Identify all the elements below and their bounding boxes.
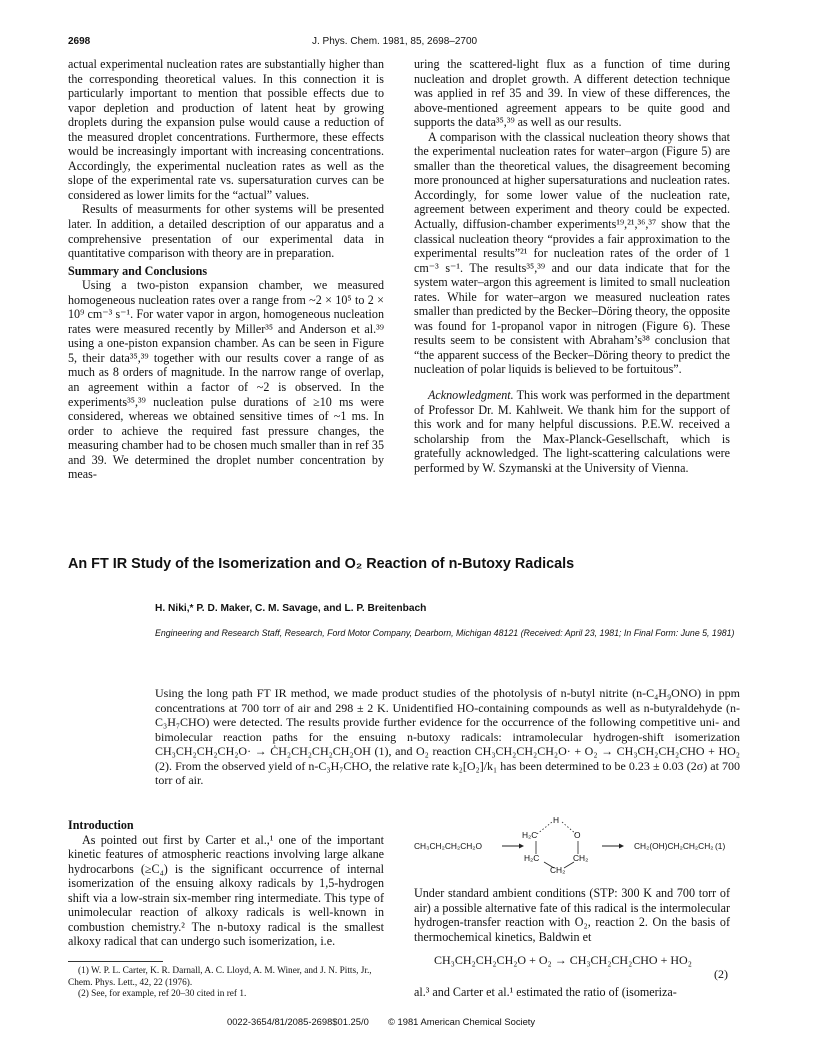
- arrow-head: [619, 844, 624, 849]
- scheme-product: CH₂(OH)CH₂CH₂CH₂: [634, 841, 714, 851]
- paragraph: Using a two-piston expansion chamber, we measured homogeneous nucleation rates over a range from ~2 × 10⁵ to 2 × 10⁹ cm⁻³ s⁻¹. For water vapor in argon, homogeneous nucleation rates were measured recently by Miller³⁵ and Anderson et al.³⁹ using a one-piston expansion chamber. As can be seen in Figure 5, their data³⁵,³⁹ together with our results cover a range of as much as 8 orders of magnitude. In the narrow range of overlap, an agreement within a factor of ~2 is observed. In the experiments³⁵,³⁹ nucleation pulse durations of ≥10 ms were considered, whereas we obtained sensitive times of ~1 ms. In order to achieve the required fast pressure changes, the measuring chamber had to be chosen much smaller than in ref 35 and 39. We determined the droplet number concentration by meas-: [68, 278, 384, 482]
- article-authors: H. Niki,* P. D. Maker, C. M. Savage, and L. P. Breitenbach: [155, 603, 427, 614]
- page-number: 2698: [68, 36, 91, 47]
- section-heading: Introduction: [68, 818, 134, 832]
- paragraph: Results of measurments for other systems will be presented later. In addition, a detailed description of our apparatus and a comprehensive presentation of our experimental data in quantitative comparison with theory are in preparation.: [68, 202, 384, 261]
- scheme-reaction-number: (1): [715, 841, 726, 851]
- scheme-ring-ch2-right: CH₂: [573, 853, 589, 863]
- introduction-column: [68, 818, 384, 949]
- scheme-reactant: CH₃CH₂CH₂CH₂O: [414, 841, 483, 851]
- scheme-ring-h2c-top: H₂C: [522, 830, 538, 840]
- footnote: (1) W. P. L. Carter, K. R. Darnall, A. C. Lloyd, A. M. Winer, and J. N. Pitts, Jr., Chem. Phys. Lett., 42, 22 (1976).: [68, 966, 372, 988]
- scheme-ring-h: H: [553, 815, 560, 825]
- left-column: [68, 57, 384, 482]
- introduction-right-column: [414, 886, 730, 944]
- footer-code: 0022-3654/81/2085-2698$01.25/0: [227, 1016, 369, 1027]
- scheme-ring-h2c-mid: H₂C: [524, 853, 540, 863]
- scheme-ring-o: O: [574, 830, 581, 840]
- article-affiliation: Engineering and Research Staff, Research, Ford Motor Company, Dearborn, Michigan 48121 (Received: April 23, 1981; In Final Form: June 5, 1981): [155, 628, 735, 638]
- article-abstract: Using the long path FT IR method, we made product studies of the photolysis of n-butyl nitrite (n-C₄H₉ONO) in ppm concentrations at 700 torr of air and 298 ± 2 K. Unidentified HO-containing compounds as well as n-butyraldehyde (n-C₃H₇CHO) were detected. The results provide further evidence for the occurrence of the following competitive uni- and bimolecular reaction paths for the ensuing n-butoxy radicals: intramolecular hydrogen-shift isomerization CH₃CH₂CH₂CH₂O· → ĊH₂CH₂CH₂CH₂OH (1), and O₂ reaction CH₃CH₂CH₂CH₂O· + O₂ → CH₃CH₂CH₂CHO + HO₂ (2). From the observed yield of n-C₃H₇CHO, the relative rate k₂[O₂]/k₁ has been determined to be 0.23 ± 0.03 (2σ) at 700 torr of air.: [155, 686, 740, 787]
- page-footer: [227, 1016, 535, 1027]
- ring-bond: [537, 822, 552, 834]
- article-title: An FT IR Study of the Isomerization and O₂ Reaction of n-Butoxy Radicals: [68, 556, 575, 572]
- footnotes: [68, 966, 384, 1001]
- footnote-rule: [68, 961, 163, 962]
- section-heading: Summary and Conclusions: [68, 263, 208, 278]
- running-header: J. Phys. Chem. 1981, 85, 2698–2700: [312, 36, 478, 47]
- right-column: [414, 57, 730, 475]
- acknowledgment: [414, 388, 730, 475]
- equation-number: (2): [714, 967, 728, 981]
- paragraph: A comparison with the classical nucleation theory shows that the experimental nucleation rates for water–argon (Figure 5) are smaller than the theoretical values, the disagreement becoming more pronounced at higher supersaturations and nucleation rates. Accordingly, for some lower value of the nucleation rate, agreement between experiment and theory could be expected. Actually, diffusion-chamber experiments¹⁹,²¹,³⁶,³⁷ show that the classical nucleation theory “provides a fair approximation to the experimental results”²¹ for nucleation rates of the order of 1 cm⁻³ s⁻¹. The results³⁵,³⁹ and our data indicate that for the system water–argon this agreement is limited to small nucleation rates. While for water–argon we measured nucleation rates smaller than predicted by the Becker–Döring theory, the opposite was found for 1-propanol vapor in nitrogen (Figure 6). These results seem to be consistent with Abraham’s³⁸ conclusion that “the apparent success of the Becker–Döring theory to predict the nucleation of polar liquids is believed to be fortuitous”.: [414, 129, 730, 377]
- scheme-ring-ch2-bottom: CH₂: [550, 865, 566, 875]
- equation: CH₃CH₂CH₂CH₂O + O₂ → CH₃CH₂CH₂CHO + HO₂: [434, 953, 692, 967]
- paragraph: actual experimental nucleation rates are substantially higher than the corresponding theoretical values. In this connection it is particularly important to mention that possible effects due to vapor depletion and production of latent heat by growing droplets during the expansion pulse would cause a reduction of the measured droplet concentrations. Furthermore, these effects would be increasingly important with increasing concentrations. Accordingly, the experimental nucleation rates as well as the slope of the experimental rate vs. supersaturation curves can be considered as lower limits for the “actual” values.: [68, 57, 384, 202]
- paragraph: As pointed out first by Carter et al.,¹ one of the important kinetic features of atmospheric reactions involving large alkane hydrocarbons (≥C₄) is the significant occurrence of internal isomerization of the ensuing alkoxy radicals by 1,5-hydrogen shift via a low-strain six-member ring intermediate. This type of unimolecular reaction of alkoxy radicals is well-known in combustion chemistry.² The n-butoxy radical is the smallest alkoxy radical that can undergo such isomerization, i.e.: [68, 832, 384, 949]
- footnote: (2) See, for example, ref 20–30 cited in ref 1.: [78, 989, 247, 999]
- paragraph: Under standard ambient conditions (STP: 300 K and 700 torr of air) a possible alternative fate of this radical is the intermolecular hydrogen-transfer reaction with O₂, reaction 2. On the basis of thermochemical kinetics, Baldwin et: [414, 886, 730, 944]
- reaction-scheme: [414, 815, 744, 877]
- paragraph: uring the scattered-light flux as a function of time during nucleation and droplet growth. A different detection technique was applied in ref 35 and 39. In view of these differences, the above-mentioned agreement appears to be quite good and supports the data³⁵,³⁹ as well as our results.: [414, 57, 730, 130]
- footer-copyright: © 1981 American Chemical Society: [388, 1016, 536, 1027]
- acknowledgment-text: This work was performed in the department of Professor Dr. M. Kahlweit. We thank him for the support of this work and for many helpful discussions. P.E.W. received a scholarship from the Max-Planck-Gesellschaft, which is gratefully acknowledged. The light-scattering calculations were performed by W. Szymanski at the University of Vienna.: [414, 388, 730, 475]
- paragraph: al.³ and Carter et al.¹ estimated the ratio of (isomeriza-: [414, 985, 677, 999]
- acknowledgment-label: Acknowledgment.: [428, 388, 514, 403]
- arrow-head: [519, 844, 524, 849]
